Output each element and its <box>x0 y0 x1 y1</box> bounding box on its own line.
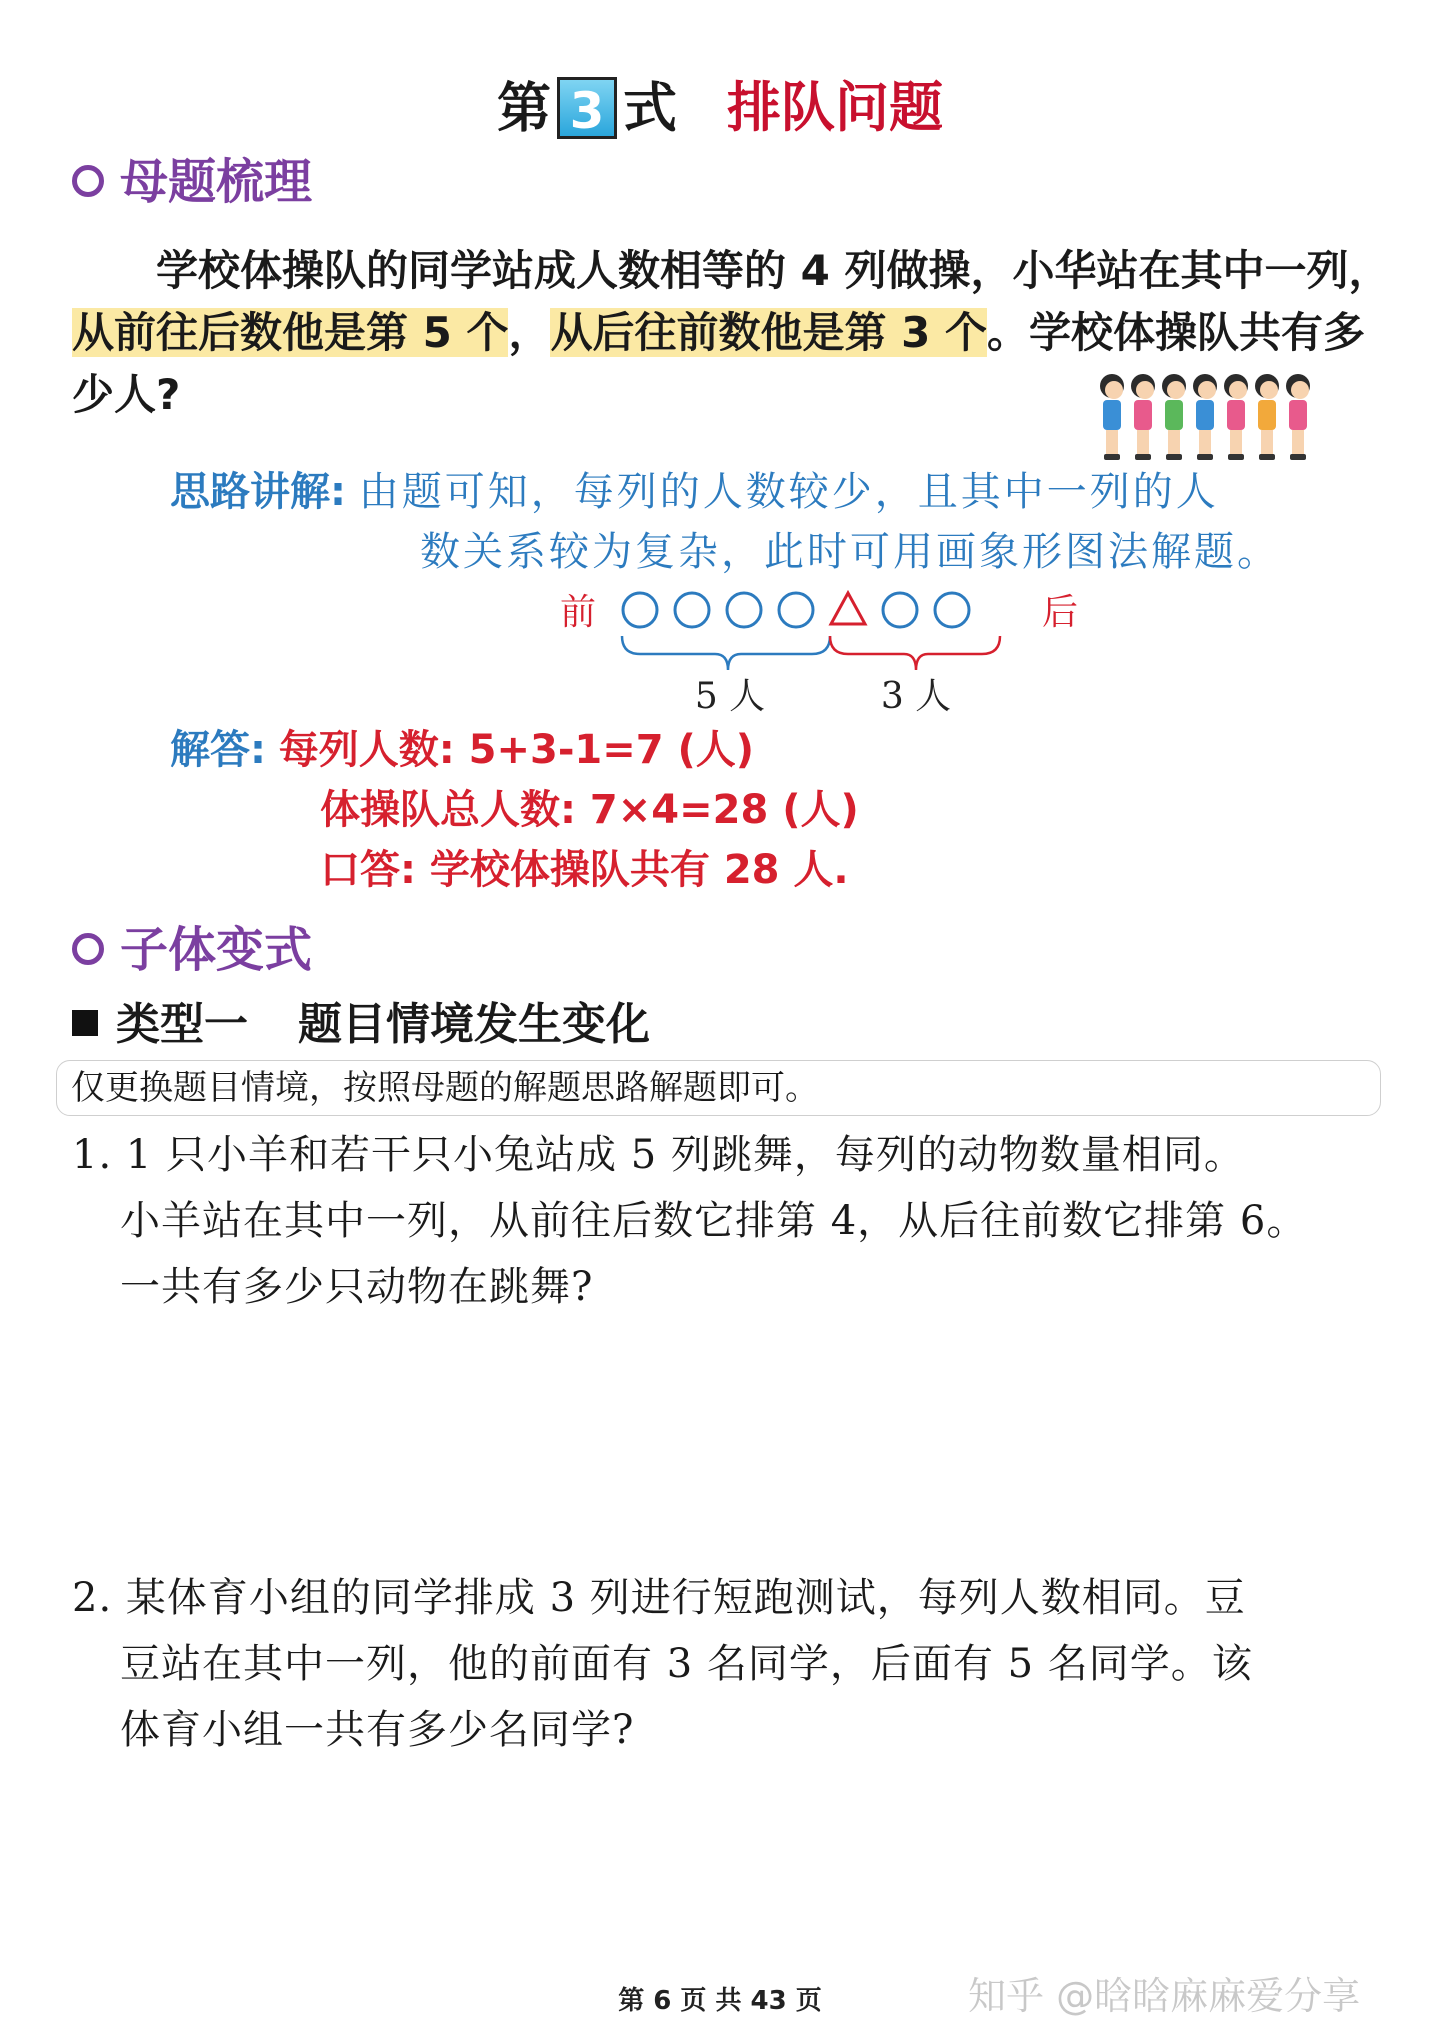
right-brace <box>830 636 1000 670</box>
page-title <box>0 70 1440 143</box>
problem-highlight-1: 从前往后数他是第 5 个 <box>72 308 509 357</box>
title-number-badge: 3 <box>557 77 617 139</box>
person-circle <box>935 593 969 627</box>
person-circle <box>675 593 709 627</box>
person-circle <box>727 593 761 627</box>
type-label: 类型一 <box>116 999 248 1050</box>
child-figure <box>1162 374 1186 460</box>
type-title: 题目情境发生变化 <box>298 999 650 1050</box>
analysis-line-1: 由题可知，每列的人数较少，且其中一列的人 <box>358 469 1219 515</box>
children-queue-illustration <box>1098 370 1328 462</box>
child-figure <box>1100 374 1124 460</box>
problem-highlight-2: 从后往前数他是第 3 个 <box>550 308 987 357</box>
child-figure <box>1255 374 1279 460</box>
watermark: 知乎 @晗晗麻麻爱分享 <box>968 1974 1361 2018</box>
person-circle <box>779 593 813 627</box>
circle-bullet-icon <box>72 933 104 965</box>
question-1-line-1: 1. 1 只小羊和若干只小兔站成 5 列跳舞，每列的动物数量相同。 <box>72 1132 1245 1178</box>
left-brace <box>622 636 830 670</box>
question-1 <box>72 1122 1392 1320</box>
answer-block <box>170 720 1390 900</box>
question-1-line-2: 小羊站在其中一列，从前往后数它排第 4，从后往前数它排第 6。 <box>120 1198 1308 1244</box>
problem-part1: 学校体操队的同学站成人数相等的 4 列做操，小华站在其中一列， <box>156 246 1391 295</box>
child-figure <box>1224 374 1248 460</box>
title-suffix: 式 <box>623 76 677 140</box>
question-2-line-1: 2. 某体育小组的同学排成 3 列进行短跑测试，每列人数相同。豆 <box>72 1575 1246 1621</box>
answer-line-3: 口答: 学校体操队共有 28 人. <box>320 847 849 893</box>
diagram-right-count: 3 人 <box>880 676 952 717</box>
queue-diagram <box>550 580 1090 720</box>
analysis-block <box>170 462 1390 582</box>
answer-line-1: 每列人数: 5+3-1=7 (人) <box>278 727 755 773</box>
page-number-footer: 第 6 页 共 43 页 <box>618 1986 822 2016</box>
analysis-label: 思路讲解: <box>170 469 346 515</box>
title-topic: 排队问题 <box>727 76 943 140</box>
type-heading <box>72 995 650 1055</box>
answer-line-2: 体操队总人数: 7×4=28 (人) <box>320 787 859 833</box>
problem-comma: ， <box>508 308 551 357</box>
person-circle <box>883 593 917 627</box>
diagram-back-label: 后 <box>1042 592 1079 633</box>
question-2-line-2: 豆站在其中一列，他的前面有 3 名同学，后面有 5 名同学。该 <box>120 1641 1253 1687</box>
square-bullet-icon <box>72 1010 98 1036</box>
child-figure <box>1286 374 1310 460</box>
circle-bullet-icon <box>72 165 104 197</box>
question-2-line-3: 体育小组一共有多少名同学? <box>120 1707 635 1753</box>
child-figure <box>1193 374 1217 460</box>
answer-label: 解答: <box>170 727 266 773</box>
diagram-front-label: 前 <box>560 592 597 633</box>
section-label: 子体变式 <box>120 922 313 978</box>
section-label: 母题梳理 <box>120 154 313 210</box>
title-prefix: 第 <box>497 76 551 140</box>
person-circle <box>623 593 657 627</box>
analysis-line-2: 数关系较为复杂，此时可用画象形图法解题。 <box>420 529 1280 575</box>
question-1-line-3: 一共有多少只动物在跳舞? <box>120 1264 594 1310</box>
tip-box: 仅更换题目情境，按照母题的解题思路解题即可。 <box>56 1060 1381 1116</box>
diagram-left-count: 5 人 <box>694 676 766 717</box>
question-2 <box>72 1565 1392 1763</box>
problem-part2: 。学校体操队共有多少人? <box>72 308 1365 419</box>
child-figure <box>1131 374 1155 460</box>
target-person-triangle <box>831 593 865 624</box>
section-heading-variants <box>72 920 312 980</box>
section-heading-mother-problem <box>72 152 312 212</box>
